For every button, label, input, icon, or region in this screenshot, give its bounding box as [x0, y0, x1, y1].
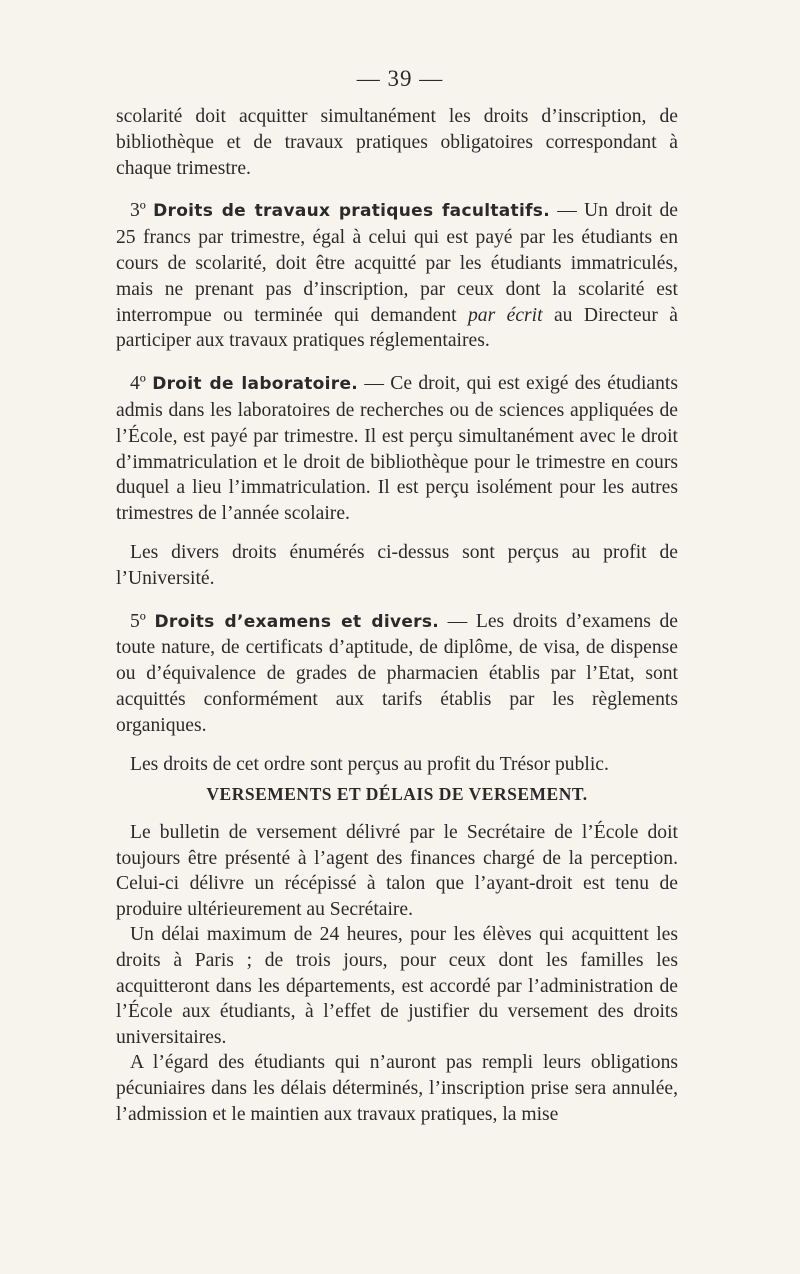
paragraph-bulletin: Le bulletin de versement délivré par le Secrétaire de l’École doit toujours être présenté à l’agent des finances chargé de la perception. Celui-ci délivre un récépissé à talon que l’ayant-droit est tenu de produire ultérieurement au Secrétaire.	[116, 822, 678, 920]
item-title: Droit de laboratoire.	[152, 374, 359, 395]
item-text: — Ce droit, qui est exigé des étudiants admis dans les laboratoires de recherches ou de sciences appliquées de l’École, est payé par trimestre. Il est perçu simultanément avec le droit d’immatriculation et le droit de bibliothèque pour le trimestre en cours duquel a lieu l’immatriculation. Il est perçu isolément pour les autres trimestres de l’année scolaire.	[116, 373, 678, 525]
paragraph-obligations: A l’égard des étudiants qui n’auront pas rempli leurs obligations pécuniaires dans les délais déterminés, l’inscription prise sera annulée, l’admission et le maintien aux travaux pratiques, la mise	[116, 1052, 678, 1125]
paragraph-delai: Un délai maximum de 24 heures, pour les élèves qui acquittent les droits à Paris ; de trois jours, pour ceux dont les familles les acquitteront dans les départements, est accordé par l’administration de l’École aux étudiants, à l’effet de justifier du versement des droits universitaires.	[116, 924, 678, 1048]
body-text-bottom	[116, 820, 678, 1127]
paragraph-droits-universite: Les divers droits énumérés ci-dessus sont perçus au profit de l’Université.	[116, 541, 678, 589]
item-title: Droits d’examens et divers.	[154, 611, 440, 632]
paragraph-travaux-facultatifs	[116, 198, 678, 354]
paragraph-laboratoire	[116, 371, 678, 527]
item-number: 3º	[130, 200, 154, 222]
item-text: — Un droit de 25 francs par trimestre, égal à celui qui est payé par les étudiants en cours de scolarité, doit être acquitté par les étudiants immatriculés, mais ne prenant pas d’inscription, par ceux dont la scolarité est interrompue ou terminée qui demandent	[116, 200, 678, 326]
item-text-end: au Directeur à participer aux travaux pratiques réglementaires.	[116, 304, 678, 352]
item-text: — Les droits d’examens de toute nature, de certificats d’aptitude, de diplôme, de visa, de dispense ou d’équivalence de grades de pharmacien établis par l’Etat, sont acquittés conformément aux tarifs établis par les règlements organiques.	[116, 610, 679, 736]
paragraph-scolarite: scolarité doit acquitter simultanément les droits d’inscription, de bibliothèque et de travaux pratiques obligatoires correspondant à chaque trimestre.	[116, 106, 678, 179]
page-number: — 39 —	[356, 66, 444, 91]
item-number: 4º	[130, 373, 153, 395]
paragraph-tresor: Les droits de cet ordre sont perçus au profit du Trésor public.	[130, 753, 609, 775]
item-number: 5º	[130, 610, 155, 632]
paragraph-examens	[116, 609, 678, 739]
item-title: Droits de travaux pratiques facultatifs.	[153, 201, 550, 222]
section-heading: VERSEMENTS ET DÉLAIS DE VERSEMENT.	[206, 784, 588, 804]
body-text-top	[116, 104, 678, 777]
emphasis-text: par écrit	[468, 304, 543, 326]
